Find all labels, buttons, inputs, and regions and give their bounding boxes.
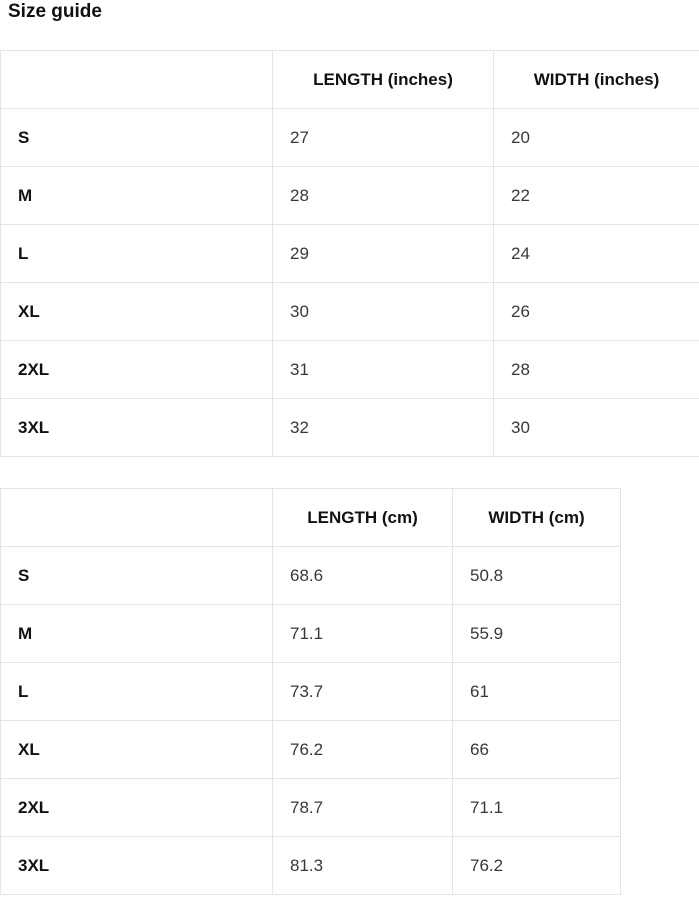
table-row <box>1 109 699 167</box>
header-row <box>1 489 621 547</box>
size-label-cell: M <box>1 167 273 225</box>
size-label-cell: XL <box>1 721 273 779</box>
length-value-cell: 32 <box>273 399 494 457</box>
table-row <box>1 721 621 779</box>
size-label-cell: L <box>1 663 273 721</box>
table-row <box>1 399 699 457</box>
empty-header-cell <box>1 489 273 547</box>
width-value-cell: 55.9 <box>453 605 621 663</box>
size-label-cell: 3XL <box>1 837 273 895</box>
width-value-cell: 22 <box>494 167 699 225</box>
width-value-cell: 30 <box>494 399 699 457</box>
width-value-cell: 71.1 <box>453 779 621 837</box>
length-value-cell: 71.1 <box>273 605 453 663</box>
column-header-width-inches: WIDTH (inches) <box>494 51 699 109</box>
length-value-cell: 31 <box>273 341 494 399</box>
size-label-cell: M <box>1 605 273 663</box>
length-value-cell: 27 <box>273 109 494 167</box>
header-row <box>1 51 699 109</box>
width-value-cell: 76.2 <box>453 837 621 895</box>
size-label-cell: XL <box>1 283 273 341</box>
empty-header-cell <box>1 51 273 109</box>
table-row <box>1 341 699 399</box>
size-label-cell: 3XL <box>1 399 273 457</box>
column-header-width-cm: WIDTH (cm) <box>453 489 621 547</box>
length-value-cell: 29 <box>273 225 494 283</box>
width-value-cell: 20 <box>494 109 699 167</box>
size-label-cell: 2XL <box>1 779 273 837</box>
width-value-cell: 50.8 <box>453 547 621 605</box>
size-label-cell: S <box>1 109 273 167</box>
length-value-cell: 30 <box>273 283 494 341</box>
length-value-cell: 78.7 <box>273 779 453 837</box>
table-row <box>1 663 621 721</box>
page-title: Size guide <box>8 1 102 22</box>
width-value-cell: 66 <box>453 721 621 779</box>
size-label-cell: 2XL <box>1 341 273 399</box>
size-label-cell: L <box>1 225 273 283</box>
width-value-cell: 26 <box>494 283 699 341</box>
width-value-cell: 61 <box>453 663 621 721</box>
table-row <box>1 283 699 341</box>
length-value-cell: 73.7 <box>273 663 453 721</box>
length-value-cell: 28 <box>273 167 494 225</box>
size-table-inches <box>0 50 699 457</box>
length-value-cell: 68.6 <box>273 547 453 605</box>
column-header-length-inches: LENGTH (inches) <box>273 51 494 109</box>
size-table-cm <box>0 488 621 895</box>
table-row <box>1 837 621 895</box>
table-row <box>1 605 621 663</box>
length-value-cell: 76.2 <box>273 721 453 779</box>
table-row <box>1 547 621 605</box>
width-value-cell: 24 <box>494 225 699 283</box>
size-label-cell: S <box>1 547 273 605</box>
table-row <box>1 167 699 225</box>
table-row <box>1 779 621 837</box>
table-row <box>1 225 699 283</box>
column-header-length-cm: LENGTH (cm) <box>273 489 453 547</box>
length-value-cell: 81.3 <box>273 837 453 895</box>
width-value-cell: 28 <box>494 341 699 399</box>
